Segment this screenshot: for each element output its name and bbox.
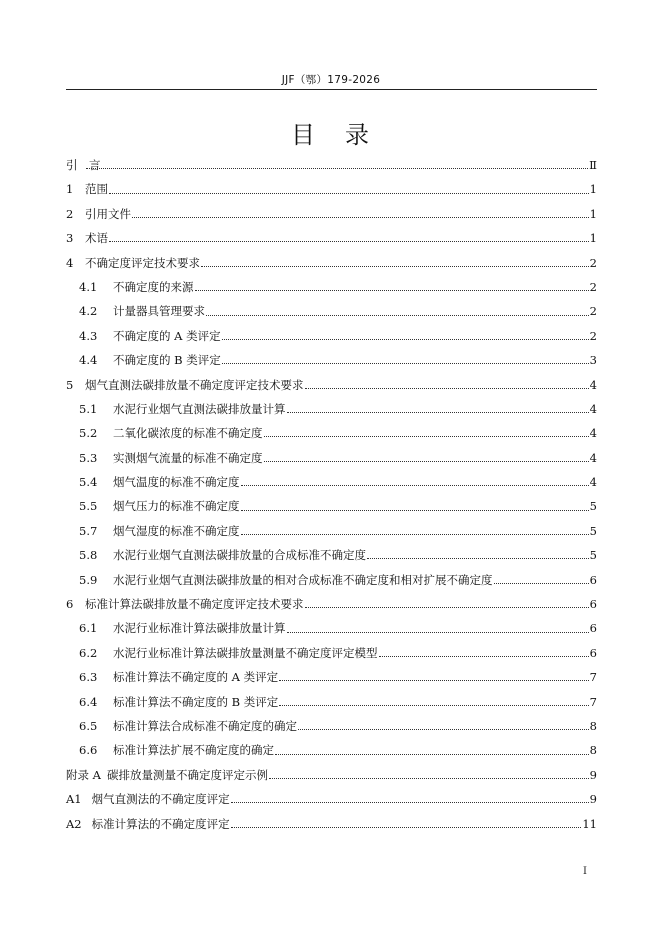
toc-entry-title: 计量器具管理要求: [113, 304, 205, 319]
toc-entry[interactable]: [66, 690, 597, 714]
toc-entry-title: 标准计算法合成标准不确定度的确定: [113, 718, 297, 733]
toc-entry-number: 5.9: [79, 572, 98, 587]
toc-dot-leader: [109, 192, 589, 194]
toc-entry-title: 烟气直测法的不确定度评定: [91, 792, 230, 807]
toc-entry-title: 不确定度的 B 类评定: [113, 353, 221, 368]
toc-dot-leader: [241, 484, 589, 486]
toc-entry-title: 碳排放量测量不确定度评定示例: [106, 767, 268, 782]
toc-entry-title: 烟气湿度的标准不确定度: [113, 523, 240, 538]
toc-entry-title: 标准计算法不确定度的 A 类评定: [113, 670, 279, 685]
toc-entry[interactable]: [66, 494, 597, 518]
toc-entry[interactable]: [66, 421, 597, 445]
toc-dot-leader: [275, 753, 589, 755]
toc-entry[interactable]: [66, 616, 597, 640]
toc-entry[interactable]: [66, 763, 597, 787]
footer-page-number: I: [583, 866, 587, 877]
toc-entry-number: 5: [66, 377, 74, 392]
toc-entry[interactable]: [66, 543, 597, 567]
toc-dot-leader: [241, 509, 589, 511]
toc-entry-title: 水泥行业烟气直测法碳排放量的相对合成标准不确定度和相对扩展不确定度: [113, 572, 493, 587]
toc-dot-leader: [279, 679, 589, 681]
toc-dot-leader: [132, 216, 589, 218]
toc-entry-title: 水泥行业标准计算法碳排放量计算: [113, 621, 286, 636]
toc-dot-leader: [305, 387, 589, 389]
toc-entry-title: 水泥行业标准计算法碳排放量测量不确定度评定模型: [113, 645, 378, 660]
toc-entry[interactable]: [66, 812, 597, 836]
toc-entry-page: 4: [589, 377, 597, 392]
header-rule: [66, 89, 597, 90]
toc-dot-leader: [305, 606, 589, 608]
toc-entry-title: 标准计算法不确定度的 B 类评定: [113, 694, 279, 709]
toc-entry-number: 6.5: [79, 718, 98, 733]
toc-entry-page: 4: [589, 401, 597, 416]
toc-entry[interactable]: [66, 592, 597, 616]
toc-entry-number: 5.4: [79, 475, 98, 490]
toc-entry-page: 2: [589, 279, 597, 294]
toc-entry-title: 范围: [85, 182, 108, 197]
toc-entry-page: 8: [589, 743, 597, 758]
toc-entry-title: 水泥行业烟气直测法碳排放量的合成标准不确定度: [113, 548, 366, 563]
toc-entry-page: 9: [589, 767, 597, 782]
toc-entry[interactable]: [66, 641, 597, 665]
toc-entry-number: 5.8: [79, 548, 98, 563]
document-code: JJF（鄂）179-2026: [281, 74, 381, 86]
toc-dot-leader: [206, 314, 589, 316]
toc-entry[interactable]: [66, 714, 597, 738]
toc-entry-page: 9: [589, 792, 597, 807]
toc-entry-title: 二氧化碳浓度的标准不确定度: [113, 426, 263, 441]
toc-entry-number: A1: [66, 792, 82, 807]
toc-entry[interactable]: [66, 787, 597, 811]
toc-entry[interactable]: [66, 202, 597, 226]
toc-entry-number: 2: [66, 206, 74, 221]
toc-entry-number: 6.2: [79, 645, 98, 660]
toc-entry-number: 4.4: [79, 353, 98, 368]
toc-entry-number: 6: [66, 597, 74, 612]
toc-entry[interactable]: [66, 275, 597, 299]
toc-entry-title: 不确定度的来源: [113, 279, 194, 294]
toc-dot-leader: [367, 557, 589, 559]
toc-entry[interactable]: [66, 348, 597, 372]
toc-dot-leader: [269, 777, 589, 779]
toc-dot-leader: [379, 655, 589, 657]
toc-entry-page: 5: [589, 523, 597, 538]
toc-entry-number: 1: [66, 182, 74, 197]
toc-entry-number: 附录 A: [66, 767, 101, 782]
toc-entry-page: 6: [589, 597, 597, 612]
toc-entry-page: 5: [589, 499, 597, 514]
toc-entry-title: 水泥行业烟气直测法碳排放量计算: [113, 401, 286, 416]
toc-entry-number: 4.2: [79, 304, 98, 319]
toc-entry[interactable]: [66, 397, 597, 421]
toc-entry[interactable]: [66, 568, 597, 592]
toc-entry-page: 7: [589, 694, 597, 709]
toc-entry-page: 11: [582, 816, 597, 831]
toc-entry[interactable]: [66, 153, 597, 177]
toc-entry-number: 5.3: [79, 450, 98, 465]
toc-dot-leader: [298, 728, 589, 730]
toc-entry-number: 4.3: [79, 328, 98, 343]
toc-entry-page: 1: [589, 231, 597, 246]
toc-entry[interactable]: [66, 177, 597, 201]
toc-entry-title: 引用文件: [85, 206, 131, 221]
toc-dot-leader: [287, 411, 589, 413]
toc-entry-title: 烟气压力的标准不确定度: [113, 499, 240, 514]
toc-entry-number: 5.1: [79, 401, 98, 416]
toc-entry-page: 1: [589, 182, 597, 197]
toc-entry-title: 烟气温度的标准不确定度: [113, 475, 240, 490]
toc-entry-number: 3: [66, 231, 74, 246]
toc-dot-leader: [264, 460, 589, 462]
toc-dot-leader: [494, 582, 589, 584]
title-char: 录: [345, 121, 371, 149]
page-title: [0, 115, 662, 150]
toc-entry-page: 1: [589, 206, 597, 221]
toc-dot-leader: [231, 801, 589, 803]
toc-dot-leader: [195, 289, 589, 291]
toc-entry-page: 2: [589, 304, 597, 319]
toc-entry-title: 烟气直测法碳排放量不确定度评定技术要求: [85, 377, 304, 392]
toc-entry-page: 6: [589, 621, 597, 636]
toc-entry-number: 5.5: [79, 499, 98, 514]
toc-entry-number: 5.7: [79, 523, 98, 538]
toc-entry-page: 7: [589, 670, 597, 685]
toc-entry-page: 3: [589, 353, 597, 368]
toc-entry[interactable]: [66, 299, 597, 323]
toc-entry[interactable]: [66, 665, 597, 689]
toc-entry[interactable]: [66, 446, 597, 470]
toc-entry-title: 不确定度评定技术要求: [85, 255, 200, 270]
toc-entry-number: A2: [66, 816, 82, 831]
toc-entry-page: 2: [589, 255, 597, 270]
title-char: 目: [291, 121, 317, 149]
toc-entry-title: 标准计算法的不确定度评定: [91, 816, 230, 831]
toc-entry[interactable]: [66, 738, 597, 762]
toc-entry-number: 引 言: [66, 158, 101, 172]
toc-entry[interactable]: [66, 373, 597, 397]
toc-entry-page: Ⅱ: [589, 158, 597, 172]
toc-entry-number: 6.4: [79, 694, 98, 709]
toc-entry[interactable]: [66, 470, 597, 494]
toc-dot-leader: [241, 533, 589, 535]
toc-dot-leader: [287, 631, 589, 633]
toc-dot-leader: [86, 167, 588, 169]
toc-dot-leader: [279, 704, 588, 706]
toc-entry-number: 6.1: [79, 621, 98, 636]
toc-dot-leader: [222, 338, 589, 340]
toc-entry[interactable]: [66, 251, 597, 275]
toc-entry[interactable]: [66, 519, 597, 543]
toc-dot-leader: [264, 435, 589, 437]
toc-entry-title: 标准计算法碳排放量不确定度评定技术要求: [85, 597, 304, 612]
toc-entry-title: 实测烟气流量的标准不确定度: [113, 450, 263, 465]
toc-entry-page: 2: [589, 328, 597, 343]
toc-entry-page: 4: [589, 475, 597, 490]
toc-entry-page: 4: [589, 426, 597, 441]
toc-dot-leader: [201, 265, 589, 267]
toc-entry-number: 4.1: [79, 279, 98, 294]
toc-entry-number: 5.2: [79, 426, 98, 441]
toc-entry-page: 6: [589, 645, 597, 660]
toc-dot-leader: [231, 826, 582, 828]
toc-dot-leader: [222, 362, 589, 364]
toc-entry-page: 5: [589, 548, 597, 563]
toc-dot-leader: [109, 240, 589, 242]
toc-entry[interactable]: [66, 226, 597, 250]
toc-entry-page: 4: [589, 450, 597, 465]
toc-entry-title: 术语: [85, 231, 108, 246]
toc-entry-page: 8: [589, 718, 597, 733]
toc-entry-title: 不确定度的 A 类评定: [113, 328, 221, 343]
table-of-contents: [66, 153, 597, 836]
toc-entry-page: 6: [589, 572, 597, 587]
toc-entry[interactable]: [66, 324, 597, 348]
toc-entry-number: 6.6: [79, 743, 98, 758]
toc-entry-number: 4: [66, 255, 74, 270]
toc-entry-title: 标准计算法扩展不确定度的确定: [113, 743, 274, 758]
toc-entry-number: 6.3: [79, 670, 98, 685]
